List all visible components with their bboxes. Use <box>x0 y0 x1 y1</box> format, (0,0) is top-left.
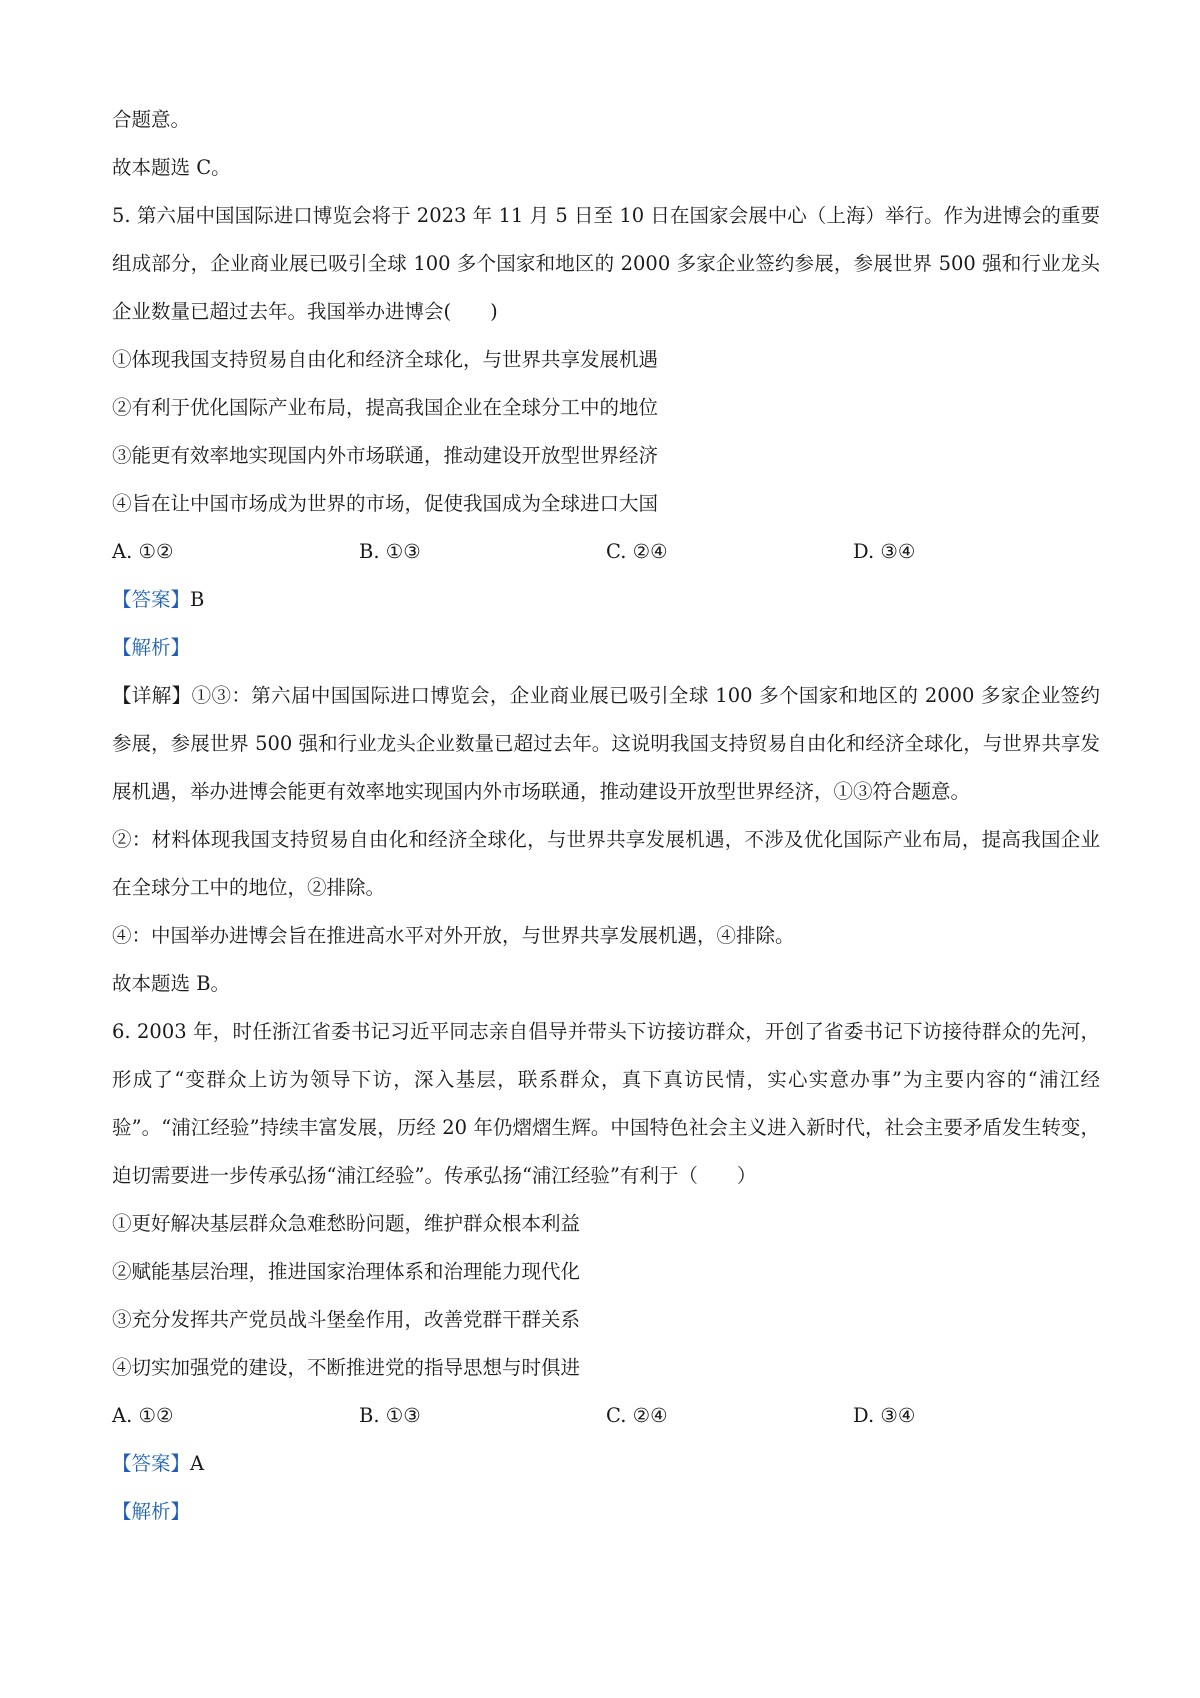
q6-analysis-heading <box>112 1488 1100 1536</box>
q5-analysis-heading <box>112 624 1100 672</box>
q5-conclusion: 故本题选 B。 <box>112 972 231 995</box>
q5-statement-2: ②有利于优化国际产业布局，提高我国企业在全球分工中的地位 <box>112 396 659 419</box>
q5-option-b: B. ①③ <box>359 540 421 563</box>
document-page <box>112 96 1100 1536</box>
q5-stem: 5. 第六届中国国际进口博览会将于 2023 年 11 月 5 日至 10 日在国家会展中心（上海）举行。作为进博会的重要组成部分，企业商业展已吸引全球 100 多个国家和地区的 2000 多家企业签约参展，参展世界 500 强和行业龙头企业数量已超过去年。我国举办进博会( ) <box>112 204 1100 323</box>
q5-statement-1: ①体现我国支持贸易自由化和经济全球化，与世界共享发展机遇 <box>112 348 659 371</box>
answer-tag: 【答案】 <box>112 1452 191 1475</box>
q5-answer <box>112 576 1100 624</box>
q5-detail-1 <box>112 672 1100 816</box>
detail-tag: 【详解】 <box>112 684 192 707</box>
q6-statement-2: ②赋能基层治理，推进国家治理体系和治理能力现代化 <box>112 1260 581 1283</box>
q6-statement-1: ①更好解决基层群众急难愁盼问题，维护群众根本利益 <box>112 1212 581 1235</box>
q6-option-d: D. ③④ <box>853 1404 916 1427</box>
q6-option-a: A. ①② <box>112 1404 174 1427</box>
prev-conclusion: 故本题选 C。 <box>112 156 231 179</box>
q5-option-a: A. ①② <box>112 540 174 563</box>
q5-option-c: C. ②④ <box>606 540 668 563</box>
prev-analysis-tail: 合题意。 <box>112 108 191 131</box>
q5-option-d: D. ③④ <box>853 540 916 563</box>
answer-tag: 【答案】 <box>112 588 191 611</box>
q6-statement-3: ③充分发挥共产党员战斗堡垒作用，改善党群干群关系 <box>112 1308 581 1331</box>
q5-options <box>112 528 1100 576</box>
q6-options <box>112 1392 1100 1440</box>
q6-answer <box>112 1440 1100 1488</box>
q5-detail-2: ②：材料体现我国支持贸易自由化和经济全球化，与世界共享发展机遇，不涉及优化国际产业布局，提高我国企业在全球分工中的地位，②排除。 <box>112 828 1100 899</box>
q6-statement-4: ④切实加强党的建设，不断推进党的指导思想与时俱进 <box>112 1356 581 1379</box>
q5-statement-4: ④旨在让中国市场成为世界的市场，促使我国成为全球进口大国 <box>112 492 659 515</box>
q5-statement-3: ③能更有效率地实现国内外市场联通，推动建设开放型世界经济 <box>112 444 659 467</box>
analysis-tag: 【解析】 <box>112 636 191 659</box>
q6-option-b: B. ①③ <box>359 1404 421 1427</box>
answer-value: A <box>190 1452 205 1475</box>
analysis-tag: 【解析】 <box>112 1500 191 1523</box>
q5-detail-3: ④：中国举办进博会旨在推进高水平对外开放，与世界共享发展机遇，④排除。 <box>112 924 795 947</box>
detail-text: ①③：第六届中国国际进口博览会，企业商业展已吸引全球 100 多个国家和地区的 2000 多家企业签约参展，参展世界 500 强和行业龙头企业数量已超过去年。这说明我国支持贸易自由化和经济全球化，与世界共享发展机遇，举办进博会能更有效率地实现国内外市场联通，推动建设开放型世界经济，①③符合题意。 <box>112 684 1100 803</box>
q6-stem: 6. 2003 年，时任浙江省委书记习近平同志亲自倡导并带头下访接访群众，开创了省委书记下访接待群众的先河，形成了“变群众上访为领导下访，深入基层，联系群众，真下真访民情，实心实意办事”为主要内容的“浦江经验”。“浦江经验”持续丰富发展，历经 20 年仍熠熠生辉。中国特色社会主义进入新时代，社会主要矛盾发生转变，迫切需要进一步传承弘扬“浦江经验”。传承弘扬“浦江经验”有利于（ ） <box>112 1020 1100 1187</box>
q6-option-c: C. ②④ <box>606 1404 668 1427</box>
answer-value: B <box>190 588 205 611</box>
